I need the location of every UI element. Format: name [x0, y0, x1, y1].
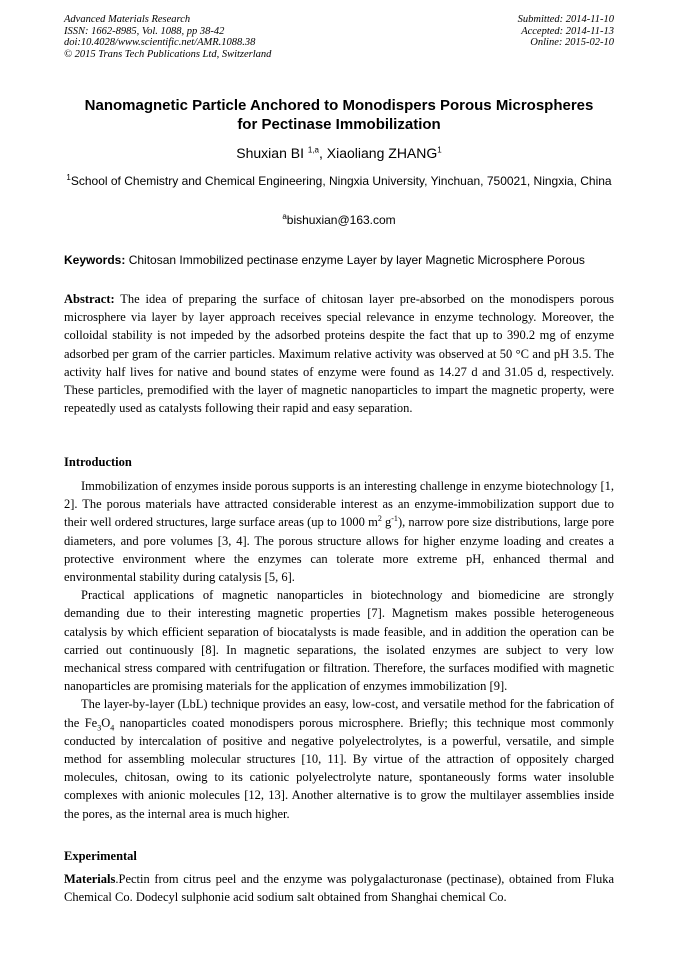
keywords: [64, 253, 624, 268]
journal-info: [64, 14, 271, 60]
intro-p1-text-a: Immobilization of enzymes inside porous supports is an interesting challenge in enzyme biotechnology [1, 2]. The porous materials have attracted considerable interest as an enzyme-immobilization support due to their well ordered structures, large surface areas (up to 1000 m: [64, 479, 614, 530]
copyright: © 2015 Trans Tech Publications Ltd, Switzerland: [64, 48, 272, 60]
abstract-label: Abstract:: [64, 292, 115, 306]
author-2: Xiaoliang ZHANG: [326, 145, 438, 161]
intro-p1-text-b: g: [381, 515, 392, 530]
intro-p1-text-c: ), narrow pore size distributions, large pore diameters, and pore volumes [3, 4]. The porous structure allows for higher enzyme loading and creates a protective environment where the enzymes can tolerate more extreme pH, enhanced thermal and environmental stability during catalysis [5, 6].: [64, 515, 614, 585]
intro-p3-text-b: O: [101, 715, 111, 730]
affiliation-text: School of Chemistry and Chemical Engineering, Ningxia University, Yinchuan, 750021, Ningxia, China: [70, 174, 612, 188]
author-1: Shuxian BI: [236, 145, 304, 161]
author-1-affiliation: 1,a: [307, 145, 319, 155]
experimental-body: [64, 870, 614, 906]
intro-p1-sup-2: -1: [391, 514, 398, 524]
author-list: [40, 145, 638, 162]
dates-info: [518, 14, 614, 49]
accepted-date: Accepted: 2014-11-13: [521, 25, 614, 37]
doi: doi:10.4028/www.scientific.net/AMR.1088.38: [64, 37, 256, 48]
affiliation-mark: 1: [66, 173, 71, 182]
online-date: Online: 2015-02-10: [530, 37, 614, 48]
submitted-date: Submitted: 2014-11-10: [517, 14, 614, 25]
introduction-body: [64, 477, 614, 823]
email-address: bishuxian@163.com: [286, 213, 396, 227]
intro-p3-text-a: The layer-by-layer (LbL) technique provides an easy, low-cost, and versatile method for the fabrication of the Fe: [64, 697, 614, 730]
keywords-label: Keywords:: [64, 253, 126, 267]
materials-label: Materials: [64, 872, 116, 886]
experimental-heading: Experimental: [64, 849, 137, 863]
title-line-2: for Pectinase Immobilization: [237, 116, 441, 133]
keywords-text: Chitosan Immobilized pectinase enzyme Layer by layer Magnetic Microsphere Porous: [125, 253, 585, 267]
author-2-affiliation: 1: [437, 145, 442, 155]
intro-p3-text-c: nanoparticles coated monodispers porous microsphere. Briefly; this technique most commonly conducted by intercalation of positive and negative polyelectrolytes, is a powerful, versatile, and simple method for assembling molecular structures [10, 11]. By virtue of the attraction of oppositely charged molecules, chitosan, owing to its cationic polyelectrolyte nature, spontaneously forms water insoluble complexes with anionic molecules [12, 13]. Another alternative is to grow the multilayer assemblies inside the pores, as the internal area is much higher.: [64, 715, 614, 821]
intro-p1-sup-1: 2: [377, 514, 382, 524]
journal-name: Advanced Materials Research: [64, 14, 191, 25]
intro-paragraph-2: Practical applications of magnetic nanoparticles in biotechnology and biomedicine are strongly demanding due to their interesting magnetic properties [7]. Magnetism makes possible heterogeneous catalysis by which efficient separation of biocatalysts is made feasible, and in addition the operation can be carried out continuously [8]. In magnetic separations, the isolated enzymes are subject to very low mechanical stress compared with centrifugation or filtration. Therefore, the surfaces modified with magnetic nanoparticles are promising materials for the application of enzymes immobilization [9].: [64, 588, 614, 694]
abstract-text: The idea of preparing the surface of chitosan layer pre-absorbed on the monodispers porous microsphere via layer by layer approach receives special relevance in enzyme technology. Moreover, the colloidal stability is not impeded by the adsorbed proteins despite the fact that up to 390.2 mg of enzyme adsorbed per gram of the carrier particles. Maximum relative activity was observed at 50 °C and pH 3.5. The activity half lives for native and bound states of enzyme were found as 14.27 d and 31.05 d, respectively. These particles, premodified with the layer of magnetic nanoparticles to impart the magnetic property, were repeatedly used as catalysts following their rapid and easy separation.: [64, 292, 614, 416]
email-mark: a: [282, 212, 287, 221]
affiliation: [64, 172, 614, 191]
author-separator: ,: [319, 145, 327, 161]
paper-title: [40, 96, 638, 134]
intro-p3-sub-1: 3: [97, 723, 102, 733]
title-line-1: Nanomagnetic Particle Anchored to Monodispers Porous Microspheres: [84, 97, 594, 114]
intro-p3-sub-2: 4: [110, 723, 115, 733]
intro-paragraph-3: [64, 695, 614, 822]
issn-volume: ISSN: 1662-8985, Vol. 1088, pp 38-42: [64, 25, 225, 37]
materials-text: .Pectin from citrus peel and the enzyme was polygalacturonase (pectinase), obtained from Fluka Chemical Co. Dodecyl sulphonie acid sodium salt obtained from Shanghai chemical Co.: [64, 872, 614, 905]
materials-paragraph: [64, 870, 614, 906]
intro-paragraph-1: [64, 477, 614, 586]
contact-email: [64, 213, 614, 228]
introduction-heading: Introduction: [64, 455, 132, 469]
abstract: [64, 290, 614, 417]
